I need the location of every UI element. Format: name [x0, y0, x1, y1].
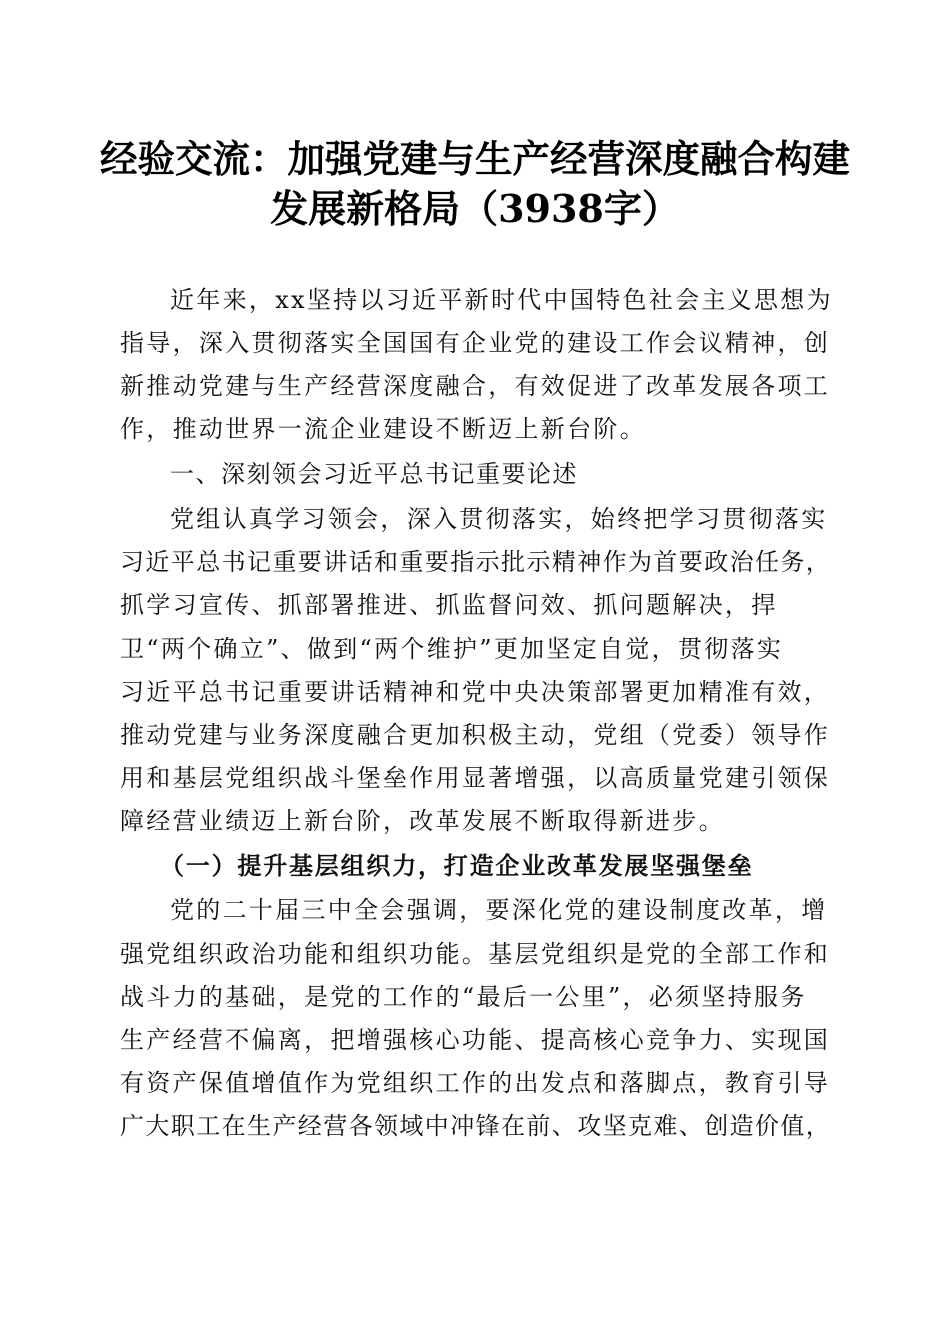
- document-title-line-1: 经验交流：加强党建与生产经营深度融合构建: [100, 137, 850, 181]
- section-1-line-4: 卫“两个确立”、做到“两个维护”更加坚定自觉，贯彻落实: [120, 635, 784, 663]
- intro-line-4: 作，推动世界一流企业建设不断迈上新台阶。: [120, 415, 646, 443]
- section-1-line-8: 障经营业绩迈上新台阶，改革发展不断取得新进步。: [120, 807, 725, 835]
- subsection-1-line-3: 战斗力的基础，是党的工作的“最后一公里”，必须坚持服务: [120, 983, 807, 1011]
- section-1-line-5: 习近平总书记重要讲话精神和党中央决策部署更加精准有效，: [120, 678, 831, 706]
- section-1-heading: 一、深刻领会习近平总书记重要论述: [170, 460, 578, 488]
- subsection-1-line-6: 广大职工在生产经营各领域中冲锋在前、攻坚克难、创造价值，: [120, 1112, 832, 1140]
- subsection-1-line-5: 有资产保值增值作为党组织工作的出发点和落脚点，教育引导: [120, 1069, 831, 1097]
- section-1-line-7: 用和基层党组织战斗堡垒作用显著增强，以高质量党建引领保: [120, 764, 831, 792]
- subsection-1-heading: （一）提升基层组织力，打造企业改革发展坚强堡垒: [160, 851, 754, 880]
- section-1-line-3: 抓学习宣传、抓部署推进、抓监督问效、抓问题解决，捍: [120, 591, 778, 619]
- document-title-line-2: 发展新格局（3938字）: [270, 186, 680, 231]
- intro-line-3: 新推动党建与生产经营深度融合，有效促进了改革发展各项工: [120, 372, 831, 400]
- subsection-1-line-1: 党的二十届三中全会强调，要深化党的建设制度改革，增: [170, 896, 828, 924]
- section-1-line-1: 党组认真学习领会，深入贯彻落实，始终把学习贯彻落实: [170, 505, 828, 533]
- section-1-line-2: 习近平总书记重要讲话和重要指示批示精神作为首要政治任务，: [120, 548, 832, 576]
- subsection-1-line-4: 生产经营不偏离，把增强核心功能、提高核心竞争力、实现国: [120, 1026, 831, 1054]
- intro-line-1: 近年来，xx坚持以习近平新时代中国特色社会主义思想为: [170, 286, 833, 314]
- section-1-line-6: 推动党建与业务深度融合更加积极主动，党组（党委）领导作: [120, 721, 831, 749]
- subsection-1-line-2: 强党组织政治功能和组织功能。基层党组织是党的全部工作和: [120, 940, 831, 968]
- intro-line-2: 指导，深入贯彻落实全国国有企业党的建设工作会议精神，创: [120, 329, 831, 357]
